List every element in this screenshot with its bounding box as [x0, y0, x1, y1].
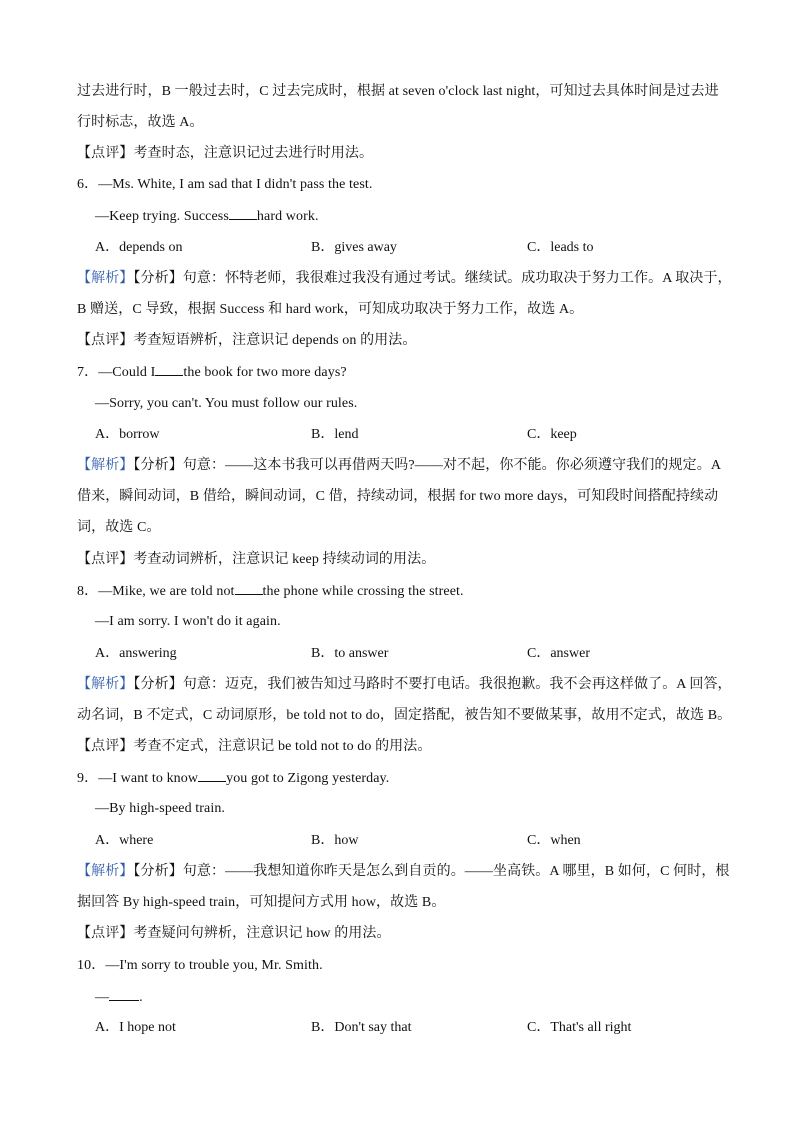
- question-number: 7．: [77, 365, 99, 380]
- question-text: —I want to know: [98, 771, 199, 786]
- q9-question: [77, 769, 777, 788]
- response-text: .: [139, 990, 143, 1005]
- question-number: 9．: [77, 771, 99, 786]
- q9-option-c: C．when: [527, 833, 581, 848]
- q9-option-a: A．where: [95, 833, 154, 848]
- q9-response: —By high-speed train.: [95, 801, 226, 816]
- q6-option-b: B．gives away: [311, 240, 397, 255]
- analysis-tag: 【解析】: [77, 458, 134, 473]
- q8-response: —I am sorry. I won't do it again.: [95, 614, 281, 629]
- question-number: 10．: [77, 958, 106, 973]
- q5-analysis-line: 过去进行时，B 一般过去时，C 过去完成时，根据 at seven o'clock last night，可知过去具体时间是过去进: [77, 84, 719, 99]
- q6-analysis-line: B 赠送，C 导致，根据 Success 和 hard work，可知成功取决于努力工作，故选 A。: [77, 302, 584, 317]
- analysis-tag: 【解析】: [77, 677, 134, 692]
- question-number: 8．: [77, 584, 99, 599]
- analysis-tag: 【解析】: [77, 271, 134, 286]
- answer-blank: [229, 207, 257, 220]
- q9-option-b: B．how: [311, 833, 359, 848]
- answer-blank: [235, 582, 263, 595]
- q8-option-a: A．answering: [95, 646, 177, 661]
- answer-blank: [109, 988, 139, 1001]
- question-text: —Mike, we are told not: [98, 584, 235, 599]
- q6-analysis: [77, 270, 777, 288]
- response-text: —Keep trying. Success: [95, 209, 229, 224]
- q10-response: [95, 988, 794, 1007]
- q10-question: [77, 957, 777, 975]
- q8-comment: 【点评】考查不定式，注意识记 be told not to do 的用法。: [77, 739, 432, 754]
- q7-option-b: B．lend: [311, 427, 359, 442]
- q7-analysis-line: 词，故选 C。: [77, 520, 161, 535]
- q6-response: [95, 207, 794, 226]
- question-text: —Ms. White, I am sad that I didn't pass the test.: [98, 177, 373, 192]
- q7-option-a: A．borrow: [95, 427, 160, 442]
- answer-blank: [155, 363, 183, 376]
- q7-question: [77, 363, 777, 382]
- q6-option-a: A．depends on: [95, 240, 183, 255]
- q7-analysis-line: 借来，瞬间动词，B 借给，瞬间动词，C 借，持续动词，根据 for two more days，可知段时间搭配持续动: [77, 489, 719, 504]
- q7-option-c: C．keep: [527, 427, 577, 442]
- q10-option-b: B．Don't say that: [311, 1020, 412, 1035]
- q8-analysis-line: 动名词，B 不定式，C 动词原形，be told not to do，固定搭配，被告知不要做某事，故用不定式，故选 B。: [77, 708, 732, 723]
- q6-option-c: C．leads to: [527, 240, 594, 255]
- q9-analysis: [77, 863, 777, 881]
- q7-analysis: [77, 457, 777, 475]
- question-text: you got to Zigong yesterday.: [226, 771, 390, 786]
- q8-option-b: B．to answer: [311, 646, 389, 661]
- analysis-text: 【分析】句意：怀特老师，我很难过我没有通过考试。继续试。成功取决于努力工作。A 取决于，: [133, 271, 732, 286]
- analysis-text: 【分析】句意：——这本书我可以再借两天吗?——对不起，你不能。你必须遵守我们的规定。A: [133, 458, 722, 473]
- question-text: the book for two more days?: [183, 365, 347, 380]
- q7-comment: 【点评】考查动词辨析，注意识记 keep 持续动词的用法。: [77, 552, 436, 567]
- analysis-text: 【分析】句意：——我想知道你昨天是怎么到自贡的。——坐高铁。A 哪里，B 如何，C 何时，根: [133, 864, 730, 879]
- q9-analysis-line: 据回答 By high-speed train，可知提问方式用 how，故选 B。: [77, 895, 446, 910]
- q5-comment: 【点评】考查时态，注意识记过去进行时用法。: [77, 146, 374, 161]
- q10-option-c: C．That's all right: [527, 1020, 632, 1035]
- q8-question: [77, 582, 777, 601]
- q7-response: —Sorry, you can't. You must follow our rules.: [95, 396, 358, 411]
- question-text: —Could I: [98, 365, 156, 380]
- q5-analysis-line: 行时标志，故选 A。: [77, 115, 204, 130]
- response-text: hard work.: [256, 209, 319, 224]
- question-text: the phone while crossing the street.: [262, 584, 464, 599]
- q6-comment: 【点评】考查短语辨析，注意识记 depends on 的用法。: [77, 333, 417, 348]
- analysis-text: 【分析】句意：迈克，我们被告知过马路时不要打电话。我很抱歉。我不会再这样做了。A 回答，: [133, 677, 732, 692]
- question-number: 6．: [77, 177, 99, 192]
- q8-analysis: [77, 676, 777, 694]
- q8-option-c: C．answer: [527, 646, 590, 661]
- response-text: —: [95, 990, 110, 1005]
- answer-blank: [198, 769, 226, 782]
- analysis-tag: 【解析】: [77, 864, 134, 879]
- question-text: —I'm sorry to trouble you, Mr. Smith.: [105, 958, 323, 973]
- q10-option-a: A．I hope not: [95, 1020, 176, 1035]
- q9-comment: 【点评】考查疑问句辨析，注意识记 how 的用法。: [77, 926, 391, 941]
- q6-question: [77, 176, 777, 194]
